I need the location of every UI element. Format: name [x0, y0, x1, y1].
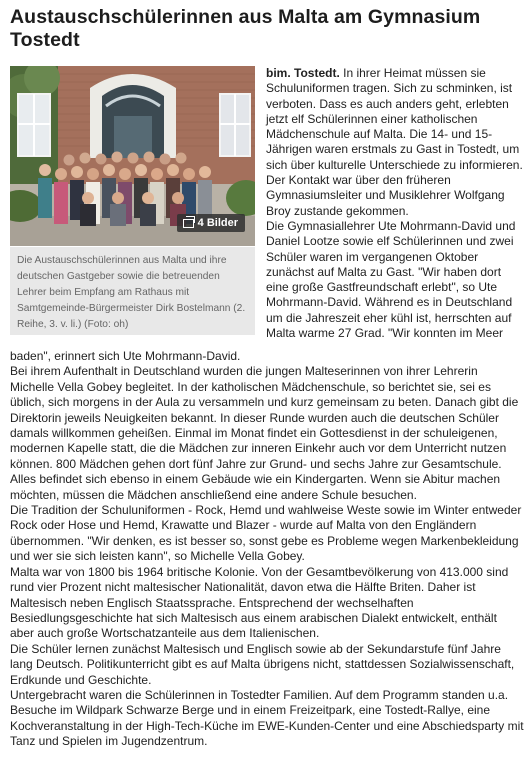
gallery-count-label: 4 Bilder — [197, 217, 238, 229]
gallery-button[interactable] — [177, 214, 245, 232]
lead-paragraph-text: In ihrer Heimat müssen sie Schuluniformen tragen. Sich zu schminken, ist verboten. Dass es auch anders geht, erlebten jetzt elf Schülerinnen einer katholischen Mädchenschule auf Malta. Die 14- und 15-Jährigen waren erstmals zu Gast in Tostedt, um sich über kulturelle Unterschiede zu informieren. Der Kontakt war über den früheren Gymnasiumsleiter und Musiklehrer Wolfgang Broy zustande gekommen. — [266, 66, 523, 218]
photo-caption: Die Austauschschülerinnen aus Malta und ihre deutschen Gastgeber sowie die betreuenden Lehrer beim Empfang am Rathaus mit Samtgemeinde-Bürgermeister Dirk Bostelmann (2. Reihe, 3. v. li.) (Foto: oh) — [10, 247, 255, 335]
body-paragraph: Bei ihrem Aufenthalt in Deutschland wurden die jungen Malteserinnen von ihrer Lehrerin Michelle Vella Gobey begleitet. In der katholischen Mädchenschule, so berichtet sie, sei es üblich, sich morgens in der Aula zu versammeln und kurz gemeinsam zu beten. Danach gibt die Direktorin jeweils Neuigkeiten bekannt. In dieser Runde wurden auch die deutschen Schüler damals willkommen geheißen. Einmal im Monat findet ein Gottesdienst in der schuleigenen, modernen Kapelle statt, die die Mädchen zur inneren Einkehr auch vor dem Unterricht nutzen können. 800 Mädchen gehen dort fünf Jahre zur Grund- und sechs Jahre zur Gesamtschule. Alles befindet sich ebenso in einem Gebäude wie ein Kindergarten. Wenn sie Abitur machen möchten, müssen die Mädchen anschließend eine andere Schule besuchen. — [10, 364, 519, 502]
dateline: bim. Tostedt. — [266, 66, 340, 80]
lead-paragraph — [266, 66, 526, 219]
body-paragraph: Die Schüler lernen zunächst Maltesisch und Englisch sowie ab der Sekundarstufe fünf Jahre lang Deutsch. Politikunterricht gibt es auf Malta übrigens nicht, stattdessen Sozialwissenschaft, Erdkunde und Geschichte. — [10, 641, 515, 687]
body-paragraph: Untergebracht waren die Schülerinnen in Tostedter Familien. Auf dem Programm standen u.a. Besuche im Wildpark Schwarze Berge und in einem Freizeitpark, eine Tostedt-Rallye, eine Kochveranstaltung in der High-Tech-Küche im EWE-Kunden-Center und eine Abschiedsparty mit Tanz und Spielen im Jugendzentrum. — [10, 687, 524, 749]
article-body — [10, 349, 524, 750]
body-paragraph: baden", erinnert sich Ute Mohrmann-David. — [10, 349, 241, 363]
body-paragraph: Malta war von 1800 bis 1964 britische Kolonie. Von der Gesamtbevölkerung von 413.000 sind rund vier Prozent nicht maltesischer Nationalität, davon etwa die Hälfte Briten. Daher ist Maltesisch neben Englisch Staatssprache. Entsprechend der wechselhaften Besiedlungsgeschichte hat sich Maltesisch aus einem arabischen Dialekt entwickelt, enthält aber auch große Wortschatzanteile aus dem Italienischen. — [10, 564, 509, 641]
article-headline: Austauschschülerinnen aus Malta am Gymnasium Tostedt — [10, 6, 481, 51]
article-photo[interactable] — [10, 66, 255, 246]
side-paragraph: Die Gymnasiallehrer Ute Mohrmann-David und Daniel Lootze sowie elf Schülerinnen und zwei Schüler waren im vergangenen Oktober zunächst auf Malta zu Gast. "Wir haben dort eine große Gastfreundschaft erlebt", so Ute Mohrmann-David. Während es in Deutschland um die Jahreszeit eher kühl ist, herrschten auf Malta warme 27 Grad. "Wir konnten im Meer — [266, 218, 516, 341]
article-lead-column — [266, 66, 526, 341]
body-paragraph: Die Tradition der Schuluniformen - Rock, Hemd und wahlweise Weste sowie im Winter entweder Rock oder Hose und Hemd, Krawatte und Blazer - wurde auf Malta von den Engländern übernommen. "Wir denken, es ist besser so, sonst gebe es Probleme wegen Markenbekleidung und wer sie sich leisten kann", so Michelle Vella Gobey. — [10, 503, 522, 564]
gallery-icon — [183, 219, 194, 228]
